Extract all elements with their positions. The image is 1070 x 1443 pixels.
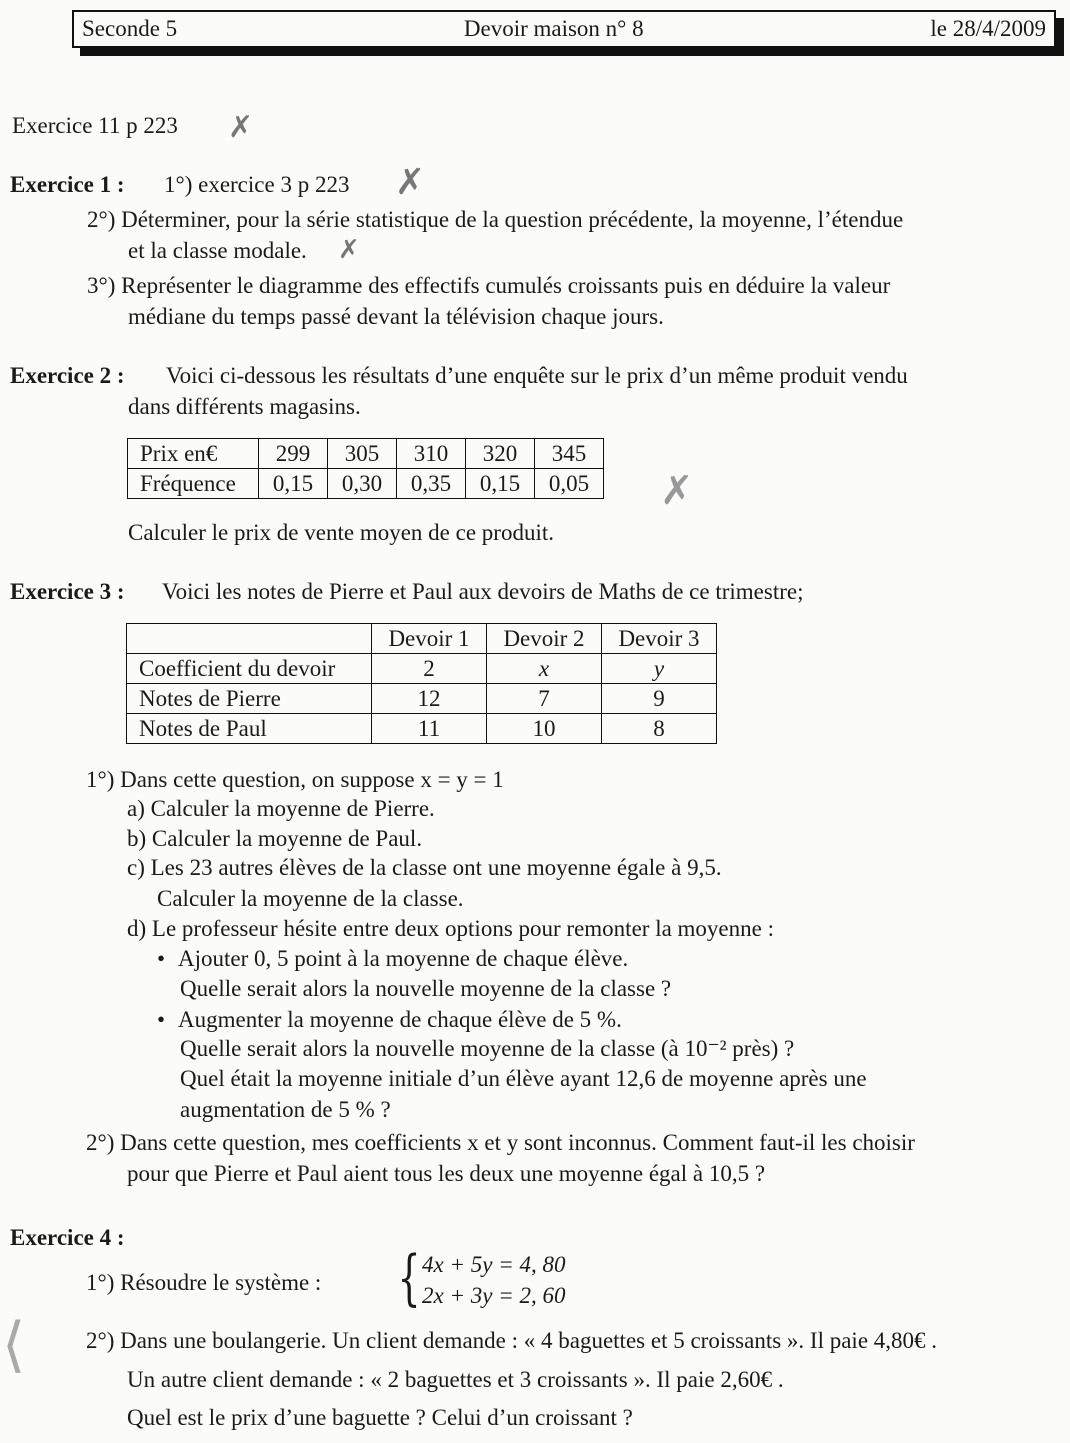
exercise4-q2-cont: Un autre client demande : « 2 baguettes et 3 croissants ». Il paie 2,60€ .	[127, 1367, 784, 1392]
exercise1-q3: 3°) Représenter le diagramme des effectifs cumulés croissants puis en déduire la valeur	[87, 273, 891, 298]
table-cell: 0,15	[466, 469, 535, 499]
table-cell: x	[487, 654, 602, 684]
table-cell: 12	[372, 684, 487, 714]
exercise3-bullet2-cont2: Quel était la moyenne initiale d’un élève ayant 12,6 de moyenne après une	[180, 1066, 867, 1091]
table-row	[127, 624, 717, 654]
column-header: Devoir 3	[602, 624, 717, 654]
table-cell: 0,15	[259, 469, 328, 499]
exercise2-question: Calculer le prix de vente moyen de ce produit.	[128, 520, 554, 545]
empty-header-cell	[127, 624, 372, 654]
handwritten-check-mark: ✗	[338, 235, 360, 265]
exercise3-q1b: b) Calculer la moyenne de Paul.	[127, 826, 423, 851]
exercise4-q2: 2°) Dans une boulangerie. Un client demande : « 4 baguettes et 5 croissants ». Il paie 4,80€ .	[86, 1328, 938, 1353]
exercise3-q1: 1°) Dans cette question, on suppose x = y = 1	[86, 767, 504, 792]
header-box	[72, 10, 1056, 48]
exercise2-intro-cont: dans différents magasins.	[128, 394, 361, 419]
exercise3-q1c: c) Les 23 autres élèves de la classe ont une moyenne égale à 9,5.	[127, 855, 722, 880]
exercise3-bullet1-cont: Quelle serait alors la nouvelle moyenne de la classe ?	[180, 976, 672, 1001]
system-brace: {	[397, 1243, 421, 1313]
handwritten-check-mark: ✗	[660, 468, 694, 514]
table-cell: 8	[602, 714, 717, 744]
header	[72, 10, 1056, 48]
exercise2-label: Exercice 2 :	[10, 363, 125, 388]
exercise3-q1c-cont: Calculer la moyenne de la classe.	[157, 886, 464, 911]
table-cell: 310	[397, 439, 466, 469]
table-cell: 320	[466, 439, 535, 469]
column-header: Devoir 1	[372, 624, 487, 654]
page-title: Devoir maison n° 8	[463, 16, 644, 41]
exercise2-intro: Voici ci-dessous les résultats d’une enquête sur le prix d’un même produit vendu	[166, 363, 908, 388]
exercise3-bullet2-cont3: augmentation de 5 % ?	[180, 1097, 391, 1122]
bullet-icon: •	[157, 1007, 166, 1032]
row-header: Fréquence	[128, 469, 259, 499]
exercise3-q1a: a) Calculer la moyenne de Pierre.	[127, 796, 435, 821]
row-header: Prix en€	[128, 439, 259, 469]
exercise3-label: Exercice 3 :	[10, 579, 125, 604]
bullet-icon: •	[157, 946, 166, 971]
handwritten-check-mark: ✗	[228, 110, 254, 145]
price-frequency-table	[127, 438, 604, 499]
exercise3-q2: 2°) Dans cette question, mes coefficients x et y sont inconnus. Comment faut-il les choisir	[86, 1130, 915, 1155]
table-row	[127, 714, 717, 744]
exercise3-bullet2: Augmenter la moyenne de chaque élève de 5 %.	[178, 1007, 622, 1032]
handwritten-check-mark: ✗	[395, 162, 426, 203]
table-cell: 9	[602, 684, 717, 714]
table-row	[127, 654, 717, 684]
table-cell: 305	[328, 439, 397, 469]
row-header: Notes de Paul	[127, 714, 372, 744]
exercise3-q2-cont: pour que Pierre et Paul aient tous les deux une moyenne égal à 10,5 ?	[127, 1161, 766, 1186]
exercise4-q2-cont2: Quel est le prix d’une baguette ? Celui d’un croissant ?	[127, 1405, 633, 1430]
table-cell: 345	[535, 439, 604, 469]
table-cell: 7	[487, 684, 602, 714]
table-row	[127, 684, 717, 714]
equation-1: 4x + 5y = 4, 80	[422, 1252, 566, 1277]
row-header: Notes de Pierre	[127, 684, 372, 714]
column-header: Devoir 2	[487, 624, 602, 654]
table-row	[128, 439, 604, 469]
row-header: Coefficient du devoir	[127, 654, 372, 684]
handwritten-margin-mark: ⟨	[2, 1310, 26, 1380]
exercise1-label: Exercice 1 :	[10, 172, 125, 197]
grades-table	[126, 623, 717, 744]
exercise1-q2: 2°) Déterminer, pour la série statistique de la question précédente, la moyenne, l’étendue	[87, 207, 904, 232]
table-cell: 0,35	[397, 469, 466, 499]
exercise1-q2-cont: et la classe modale.	[128, 238, 307, 263]
table-cell: 11	[372, 714, 487, 744]
date: le 28/4/2009	[930, 16, 1046, 41]
exercise4-label: Exercice 4 :	[10, 1225, 125, 1250]
equation-2: 2x + 3y = 2, 60	[422, 1283, 566, 1308]
table-cell: 10	[487, 714, 602, 744]
exercise3-intro: Voici les notes de Pierre et Paul aux devoirs de Maths de ce trimestre;	[162, 579, 804, 604]
intro-exercise: Exercice 11 p 223	[12, 113, 178, 138]
class-name: Seconde 5	[82, 16, 178, 41]
table-cell: 0,05	[535, 469, 604, 499]
exercise3-bullet2-cont: Quelle serait alors la nouvelle moyenne de la classe (à 10⁻² près) ?	[180, 1036, 795, 1061]
table-cell: 299	[259, 439, 328, 469]
exercise3-q1d: d) Le professeur hésite entre deux options pour remonter la moyenne :	[127, 916, 774, 941]
exercise1-q3-cont: médiane du temps passé devant la télévision chaque jours.	[128, 304, 664, 329]
table-row	[128, 469, 604, 499]
exercise1-q1: 1°) exercice 3 p 223	[164, 172, 350, 197]
exercise3-bullet1: Ajouter 0, 5 point à la moyenne de chaque élève.	[178, 946, 629, 971]
exercise4-q1: 1°) Résoudre le système :	[86, 1270, 322, 1295]
table-cell: 0,30	[328, 469, 397, 499]
table-cell: y	[602, 654, 717, 684]
table-cell: 2	[372, 654, 487, 684]
